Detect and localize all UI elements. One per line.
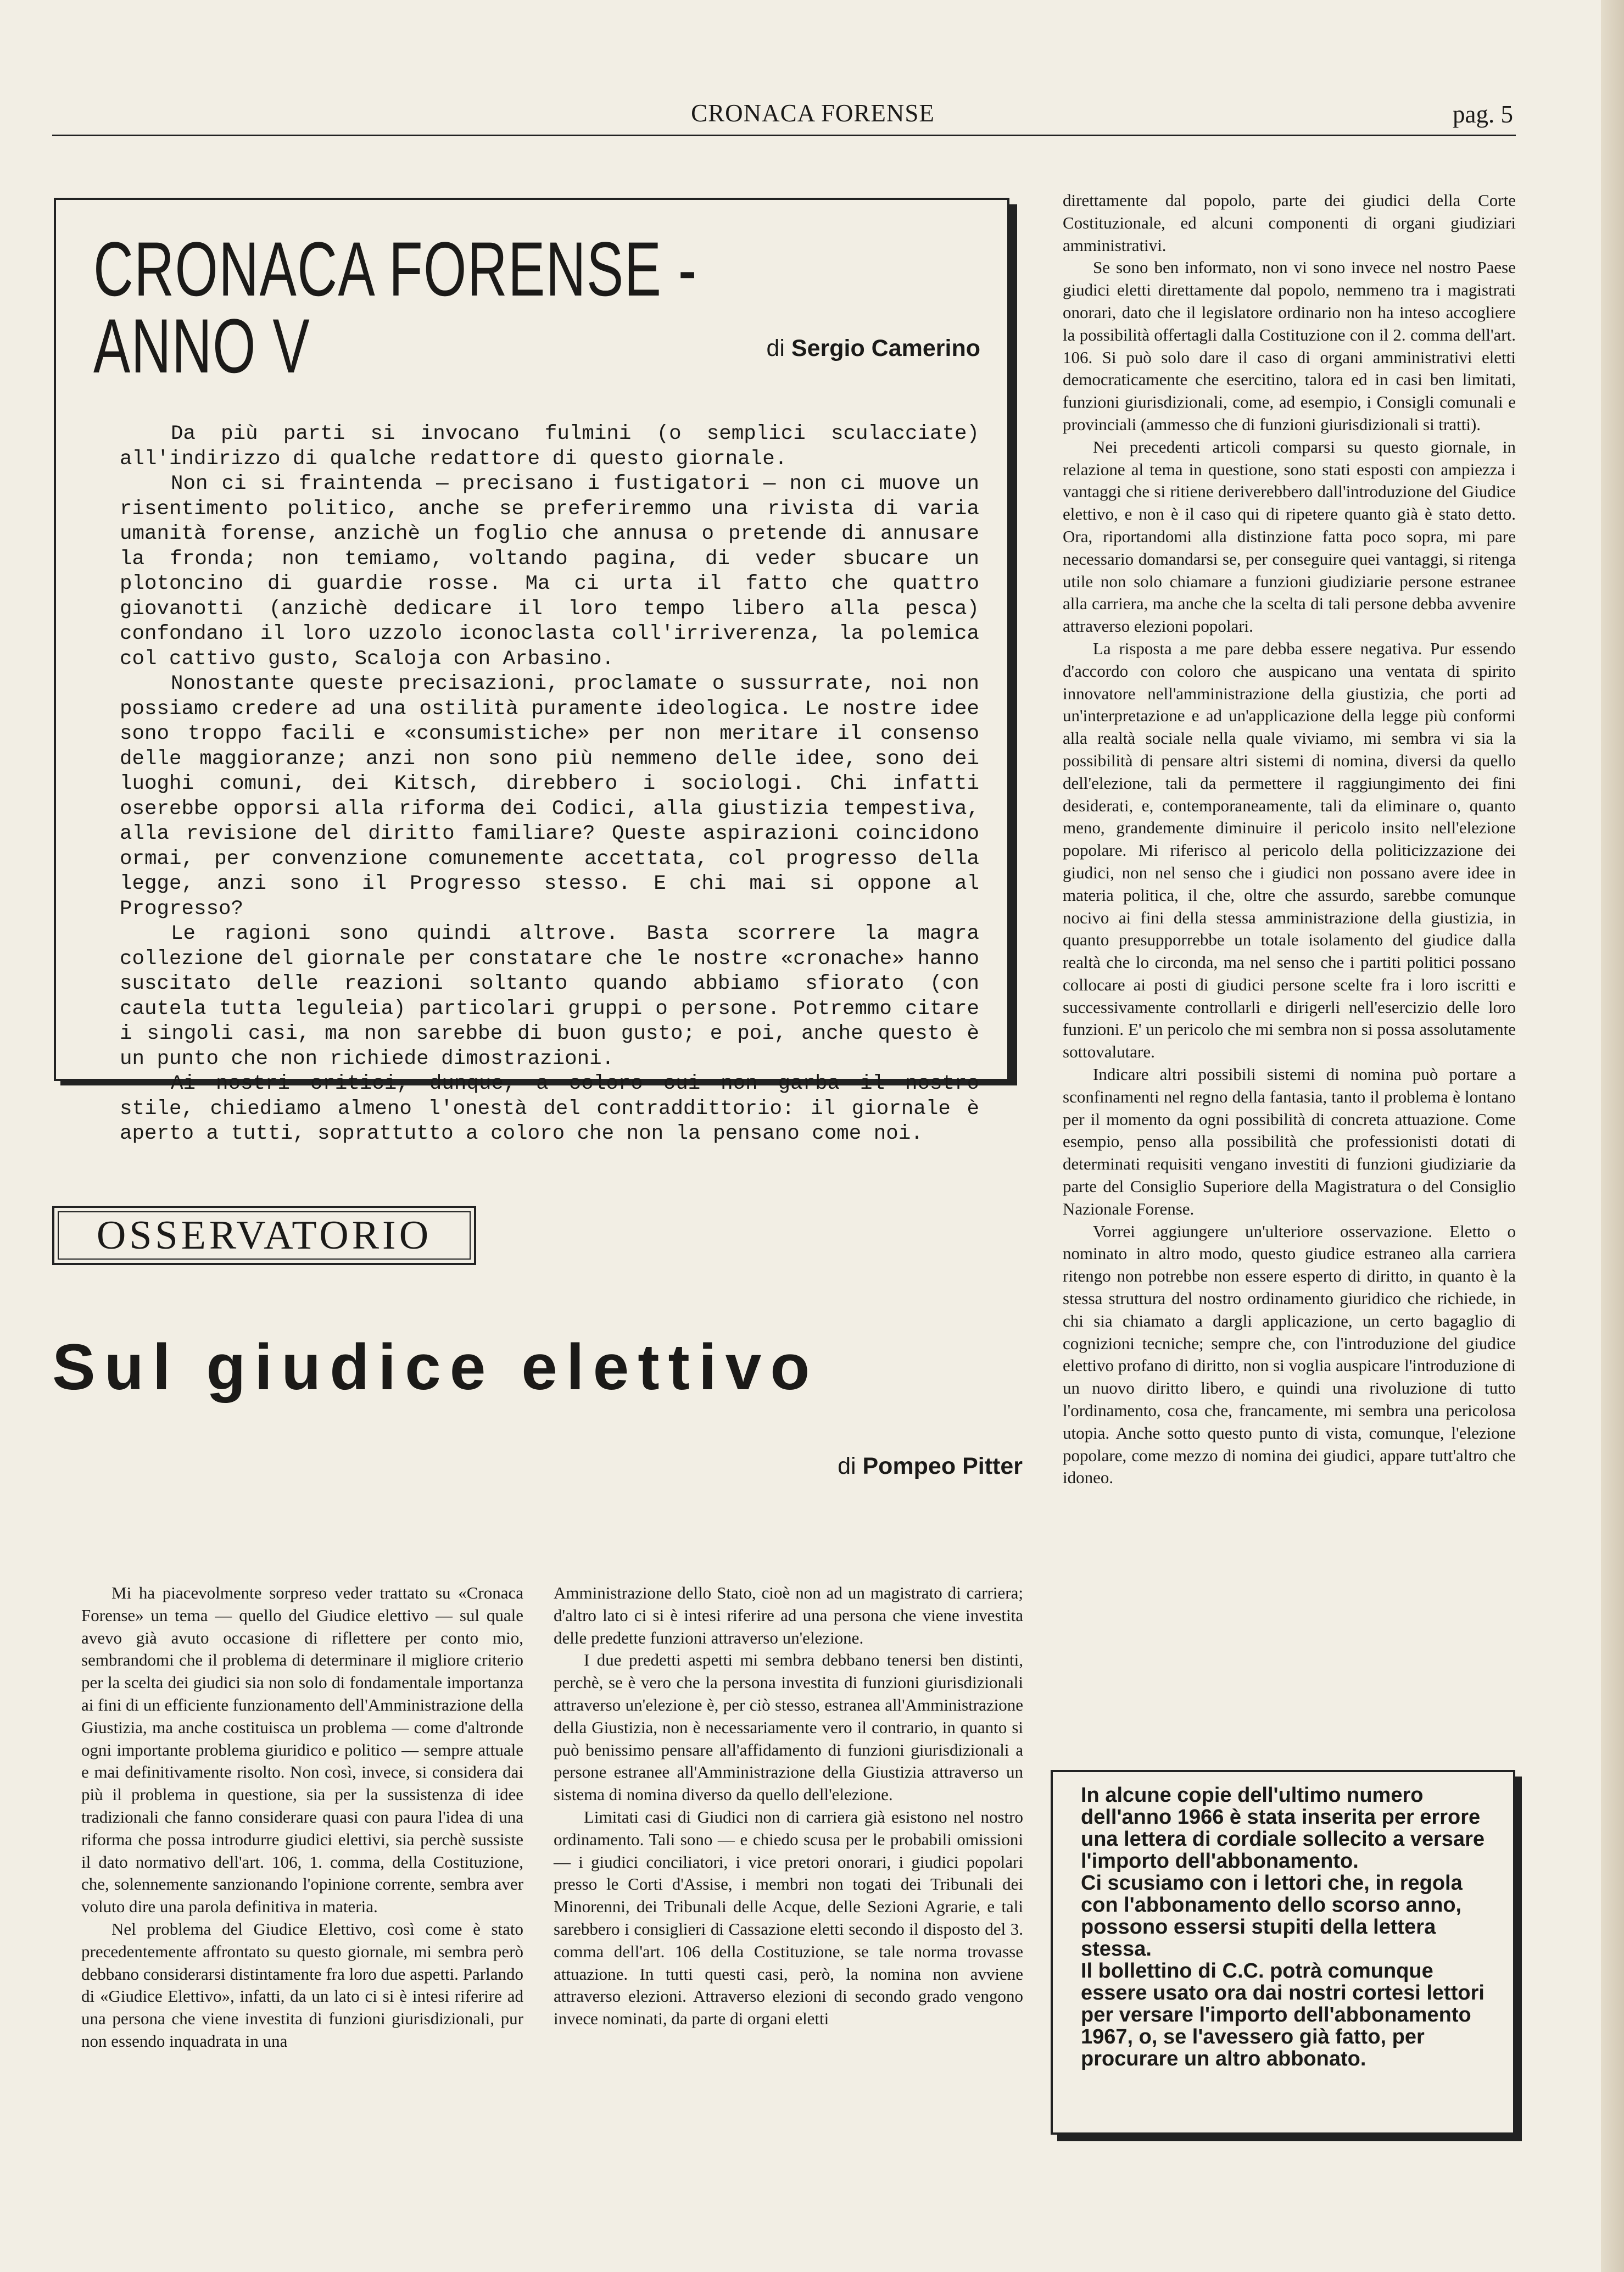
article-column-middle	[554, 1582, 1023, 2030]
editorial-byline-prefix: di	[766, 335, 785, 361]
article-paragraph: Limitati casi di Giudici non di carriera già esistono nel nostro ordinamento. Tali sono — e chiedo scusa per le probabili omissioni — i giudici conciliatori, i vice pretori onorari, i giudici popolari presso le Corti d'Assise, i membri non togati dei Tribunali dei Minorenni, dei Tribunali delle Acque, delle Sezioni Agrarie, e tali sarebbero i consiglieri di Cassazione eletti secondo il disposto del 3. comma dell'art. 106 della Costituzione, se tale norma trovasse attuazione. In tutti questi casi, però, la nomina non avviene attraverso elezioni. Attraverso elezioni di secondo grado vengono invece nominati, da parte di organi eletti	[554, 1807, 1023, 2029]
editorial-body	[120, 422, 979, 1147]
article-author: Pompeo Pitter	[862, 1453, 1023, 1479]
notice-box-shadow-right	[1515, 1777, 1522, 2141]
page-edge	[1601, 0, 1624, 2272]
article-paragraph: direttamente dal popolo, parte dei giudici della Corte Costituzionale, ed alcuni componenti di organi giudiziari amministrativi.	[1063, 191, 1516, 255]
notice-paragraph: In alcune copie dell'ultimo numero dell'anno 1966 è stata inserita per errore una lettera di cordiale sollecito a versare l'importo dell'abbonamento.	[1081, 1784, 1485, 1873]
article-paragraph: Indicare altri possibili sistemi di nomina può portare a sconfinamenti nel regno della fantasia, tanto il problema è lontano per il momento da ogni possibilità di concreta attuazione. Come esempio, penso alla possibilità che professionisti dotati di determinati requisiti vengano investiti di funzioni giudiziarie da parte del Consiglio Superiore della Magistratura o del Consiglio Nazionale Forense.	[1063, 1065, 1516, 1218]
article-paragraph: Mi ha piacevolmente sorpreso veder trattato su «Cronaca Forense» un tema — quello del Giudice elettivo — sul quale avevo già avuto occasione di riflettere per conto mio, sembrandomi che il problema di determinare il migliore criterio per la scelta dei giudici sia non solo di fondamentale importanza ai fini di un efficiente funzionamento dell'Amministrazione della Giustizia, ma anche costituisca un problema — come d'altronde ogni importante problema giuridico e politico — sempre attuale e mai definitivamente risolto. Non così, invece, si considera dai più il problema in questione, sia per la sussistenza di idee tradizionali che fanno considerare quasi con paura l'idea di una riforma che possa introdurre giudici elettivi, sia perchè sussiste il dato normativo dell'art. 106, 1. comma, della Costituzione, che, solennemente sanzionando l'opinione corrente, sembra aver voluto dire una parola definitiva in materia.	[81, 1583, 523, 1917]
editorial-paragraph: Non ci si fraintenda — precisano i fustigatori — non ci muove un risentimento politico, anche se preferiremmo una rivista di varia umanità forense, anzichè un foglio che annusa o pretende di annusare la fronda; non temiamo, voltando pagina, di veder sbucare un plotoncino di guardie rosse. Ma ci urta il fatto che quattro giovanotti (anzichè dedicare il loro tempo libero alla pesca) confondano il loro uzzolo iconoclasta coll'irriverenza, la polemica col cattivo gusto, Scaloja con Arbasino.	[120, 472, 979, 671]
article-title: Sul giudice elettivo	[52, 1331, 819, 1404]
page-number: pag. 5	[1453, 101, 1513, 128]
notice-box-shadow-bottom	[1057, 2135, 1522, 2141]
notice-paragraph: Ci scusiamo con i lettori che, in regola con l'abbonamento dello scorso anno, possono essersi stupiti della lettera stessa.	[1081, 1872, 1463, 1961]
article-paragraph: Nel problema del Giudice Elettivo, così come è stato precedentemente affrontato su questo giornale, mi sembra però debbano considerarsi distintamente fra loro due aspetti. Parlando di «Giudice Elettivo», infatti, da un lato ci si è intesi riferire ad una persona che viene investita di funzioni giurisdizionali, pur non essendo inquadrata in una	[81, 1919, 523, 2051]
editorial-box-shadow-right	[1009, 204, 1017, 1085]
article-column-left	[81, 1582, 523, 2053]
article-paragraph: Se sono ben informato, non vi sono invece nel nostro Paese giudici eletti direttamente dal popolo, nemmeno tra i magistrati onorari, dato che il legislatore ordinario non ha inteso accogliere la possibilità offertagli dalla Costituzione con il 2. comma dell'art. 106. Si può solo dare il caso di organi amministrativi eletti democraticamente che esercitino, talora ed in casi ben limitati, funzioni giurisdizionali, come, ad esempio, i Consigli comunali e provinciali (ammesso che di funzioni giurisdizionali si tratti).	[1063, 258, 1516, 434]
notice-body	[1081, 1784, 1498, 2070]
article-paragraph: Amministrazione dello Stato, cioè non ad un magistrato di carriera; d'altro lato ci si è intesi riferire ad una persona che viene investita delle predette funzioni attraverso un'elezione.	[554, 1583, 1023, 1647]
article-column-right	[1063, 190, 1516, 1489]
article-paragraph: I due predetti aspetti mi sembra debbano tenersi ben distinti, perchè, se è vero che la persona investita di funzioni giurisdizionali attraverso un'elezione è, per ciò stesso, estranea all'Amministrazione della Giustizia, non è necessariamente vero il contrario, in quanto si può benissimo pensare all'affidamento di funzioni giurisdizionali a persone estranee all'Amministrazione della Giustizia attraverso un sistema di nomina diverso da quello dell'elezione.	[554, 1650, 1023, 1805]
header-rule	[52, 135, 1516, 136]
notice-paragraph: Il bollettino di C.C. potrà comunque essere usato ora dai nostri cortesi lettori per versare l'importo dell'abbonamento 1967, o, se l'avessero già fatto, per procurare un altro abbonato.	[1081, 1959, 1485, 2070]
editorial-byline	[604, 335, 980, 362]
editorial-paragraph: Ai nostri critici, dunque, a coloro cui non garba il nostro stile, chiediamo almeno l'onestà del contraddittorio: il giornale è aperto a tutti, soprattutto a coloro che non la pensano come noi.	[120, 1072, 979, 1145]
editorial-paragraph: Nonostante queste precisazioni, proclamate o sussurrate, noi non possiamo credere ad una ostilità puramente ideologica. Le nostre idee sono troppo facili e «consumistiche» per non meritare il consenso delle maggioranze; anzi non sono più nemmeno delle idee, sono dei luoghi comuni, dei Kitsch, direbbero i sociologi. Chi infatti oserebbe opporsi alla riforma dei Codici, alla giustizia tempestiva, alla revisione del diritto familiare? Queste aspirazioni coincidono ormai, per convenzione comunemente accettata, col progresso della legge, anzi sono il Progresso stesso. E chi mai si oppone al Progresso?	[120, 672, 979, 921]
editorial-title: CRONACA FORENSE - ANNO V	[93, 226, 697, 389]
editorial-paragraph: Da più parti si invocano fulmini (o semplici sculacciate) all'indirizzo di qualche redattore di questo giornale.	[120, 422, 979, 471]
editorial-author: Sergio Camerino	[791, 335, 980, 361]
editorial-paragraph: Le ragioni sono quindi altrove. Basta scorrere la magra collezione del giornale per constatare che le nostre «cronache» hanno suscitato delle reazioni soltanto quando abbiamo sfiorato (con cautela tutta leguleia) particolari gruppi o persone. Potremmo citare i singoli casi, ma non sarebbe di buon gusto; e poi, anche questo è un punto che non richiede dimostrazioni.	[120, 922, 979, 1071]
article-paragraph: Vorrei aggiungere un'ulteriore osservazione. Eletto o nominato in altro modo, questo giudice estraneo alla carriera ritengo non potrebbe non essere esperto di diritto, in quanto è la stessa struttura del nostro ordinamento giuridico che richiede, in chi sia chiamato a dargli applicazione, un certo bagaglio di cognizioni tecniche; sempre che, con l'introduzione del giudice elettivo profano di diritto, non si voglia auspicare l'introduzione di un nuovo diritto libero, e quindi una rivoluzione di tutto l'ordinamento, cosa che, francamente, mi sembra una pericolosa utopia. Anche sotto questo punto di vista, comunque, l'elezione popolare, come mezzo di nomina dei giudici, appare tutt'altro che idoneo.	[1063, 1221, 1516, 1488]
article-byline	[714, 1453, 1023, 1480]
section-label: OSSERVATORIO	[96, 1213, 432, 1258]
article-paragraph: Nei precedenti articoli comparsi su questo giornale, in relazione al tema in questione, sono stati esposti con ampiezza i vantaggi che si ritiene deriverebbero dall'introduzione del Giudice elettivo, e non è il caso qui di ripetere quanto già è stato detto. Ora, riportandomi alla distinzione fatta poco sopra, mi pare necessario domandarsi se, per conseguire quei vantaggi, si ritenga utile non solo chiamare a funzioni giudiziarie persone estranee alla carriera, ma anche che la scelta di tali persone debba avvenire attraverso elezioni popolari.	[1063, 437, 1516, 636]
running-title: CRONACA FORENSE	[691, 99, 935, 127]
article-byline-prefix: di	[838, 1453, 856, 1479]
article-paragraph: La risposta a me pare debba essere negativa. Pur essendo d'accordo con coloro che auspicano una ventata di spirito innovatore nell'amministrazione della giustizia, che porti ad un'interpretazione e ad un'applicazione della legge più conformi alla realtà sociale nella quale viviamo, mi sembra vi sia la possibilità di pensare altri sistemi di nomina, diversi da quello dell'elezione, tali da permettere il raggiungimento dei fini desiderati, e, contemporaneamente, tali da eliminare o, quanto meno, grandemente diminuire il pericolo insito nell'elezione popolare. Mi riferisco al pericolo della politicizzazione dei giudici, non nel senso che i giudici non possano avere idee in materia politica, il che, oltre che assurdo, sarebbe comunque nocivo ai fini della stessa amministrazione della giustizia, in quanto presupporrebbe un totale isolamento del giudice dalla realtà che lo circonda, ma nel senso che i partiti politici possano collocare ai posti di giudici persone scelte fra i loro iscritti e successivamente controllarli e dirigerli nell'esercizio delle loro funzioni. E' un pericolo che mi sembra non si possa assolutamente sottovalutare.	[1063, 638, 1516, 1062]
